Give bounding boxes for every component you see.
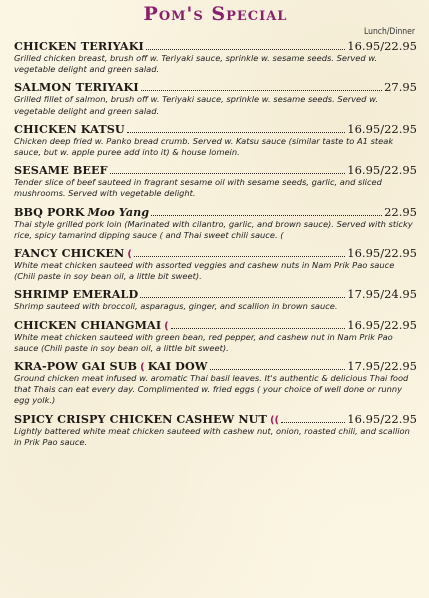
item-price: 17.95/22.95 — [347, 359, 417, 374]
item-name: SHRIMP EMERALD — [14, 287, 139, 302]
item-subtitle: Moo Yang — [87, 204, 150, 219]
chili-icon: (( — [269, 414, 280, 426]
item-name: CHICKEN KATSU — [14, 121, 125, 136]
item-name: SESAME BEEF — [14, 163, 108, 178]
menu-item-row — [14, 163, 417, 177]
item-name: SPICY CRISPY CHICKEN CASHEW NUT — [14, 411, 267, 426]
item-price: 22.95 — [384, 204, 417, 219]
leader-dots — [210, 369, 346, 370]
item-description: Thai style grilled pork loin (Marinated with cilantro, garlic, and brown sauce). Served with sticky rice, spicy tamarind dipping sauce ( and Thai sweet chili sauce. ( — [14, 218, 413, 240]
menu-item-row — [14, 412, 417, 426]
item-description: Grilled chicken breast, brush off w. Teriyaki sauce, sprinkle w. sesame seeds. Served w. vegetable delight and green salad. — [14, 53, 378, 75]
menu-item — [14, 412, 417, 448]
page-title: Pom's Special — [143, 3, 288, 25]
item-price: 16.95/22.95 — [347, 411, 417, 426]
item-description: Grilled fillet of salmon, brush off w. Teriyaki sauce, sprinkle w. sesame seeds. Served w. vegetable delight and green salad. — [14, 94, 378, 116]
menu-item-row — [14, 39, 417, 53]
lunch-dinner-label: Lunch/Dinner — [364, 27, 415, 37]
leader-dots — [127, 132, 346, 133]
item-name: CHICKEN CHIANGMAI — [14, 317, 162, 332]
chili-icon: ( — [164, 320, 169, 332]
item-price: 16.95/22.95 — [347, 39, 417, 53]
item-name: CHICKEN TERIYAKI — [14, 39, 144, 53]
item-description: White meat chicken sauteed with green bean, red pepper, and cashew nut in Nam Prik Pao sauce (Chili paste in soy bean oil, a little bit sweet). — [14, 331, 393, 353]
menu-item-row — [14, 122, 417, 136]
menu-item-row — [14, 205, 417, 219]
item-price: 27.95 — [384, 80, 417, 95]
leader-dots — [151, 215, 382, 216]
item-description: Ground chicken meat infused w. aromatic Thai basil leaves. It's authentic & delicious Thai food that Thais can eat every day. Complimented w. fried eggs ( your choice of well done or runny egg yolk.) — [14, 373, 409, 406]
menu-item-row — [14, 80, 417, 94]
menu-item — [14, 122, 417, 158]
leader-dots — [110, 173, 346, 174]
item-description: Chicken deep fried w. Panko bread crumb. Served w. Katsu sauce (similar taste to A1 steak sauce, but w. apple puree add into it) & house lomein. — [14, 135, 394, 158]
leader-dots — [140, 297, 345, 298]
item-price: 16.95/22.95 — [347, 121, 417, 136]
item-name: SALMON TERIYAKI — [14, 80, 139, 95]
item-name: FANCY CHICKEN — [14, 246, 125, 261]
chili-icon: ( — [140, 362, 145, 374]
menu-item — [14, 318, 417, 354]
item-description: Tender slice of beef sauteed in fragrant sesame oil with sesame seeds, garlic, and sliced mushrooms. Served with vegetable delight. — [14, 177, 382, 199]
item-price: 16.95/22.95 — [347, 246, 417, 261]
menu-item-row — [14, 318, 417, 332]
leader-dots — [141, 90, 382, 91]
item-price: 17.95/24.95 — [347, 287, 417, 302]
leader-dots — [281, 422, 345, 423]
leader-dots — [171, 328, 346, 329]
item-name-secondary: KAI DOW — [147, 359, 208, 374]
menu-item-row — [14, 287, 417, 301]
menu-item — [14, 287, 417, 312]
leader-dots — [146, 49, 345, 50]
item-name: BBQ PORK — [14, 204, 85, 219]
menu-item — [14, 246, 417, 282]
menu-item — [14, 80, 417, 116]
menu-item-row — [14, 246, 417, 260]
menu-item — [14, 205, 417, 241]
item-name: KRA-POW GAI SUB — [14, 359, 138, 374]
item-description: Shrimp sauteed with broccoli, asparagus, ginger, and scallion in brown sauce. — [14, 301, 338, 312]
leader-dots — [134, 256, 345, 257]
menu-item — [14, 39, 417, 75]
item-price: 16.95/22.95 — [347, 163, 417, 178]
item-description: White meat chicken sauteed with assorted veggies and cashew nuts in Nam Prik Pao sauce (Chili paste in soy bean oil, a little bit sweet). — [14, 260, 395, 282]
item-description: Lightly battered white meat chicken sauteed with cashew nut, onion, roasted chili, and scallion in Prik Pao sauce. — [14, 425, 410, 447]
menu-item — [14, 359, 417, 407]
menu-item-row — [14, 359, 417, 373]
menu-item — [14, 163, 417, 199]
chili-icon: ( — [127, 249, 132, 261]
item-price: 16.95/22.95 — [347, 317, 417, 332]
